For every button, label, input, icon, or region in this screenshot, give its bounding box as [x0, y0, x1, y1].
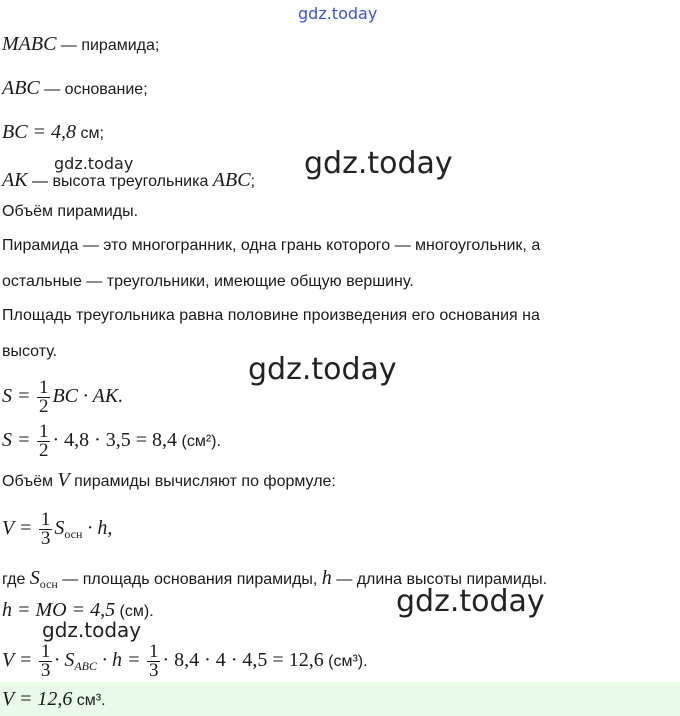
- area-formula: [2, 376, 123, 418]
- given-line-1: [2, 34, 159, 56]
- fraction-denominator: 3: [148, 660, 159, 682]
- area-calc-unit: (см²).: [177, 433, 221, 450]
- where-c: — длина высоты пирамиды.: [331, 571, 548, 588]
- math-s: S: [54, 517, 65, 539]
- math-abc: ABC: [2, 77, 40, 99]
- given-line-2: [2, 78, 148, 100]
- area-formula-rhs: BC · AK.: [52, 385, 124, 407]
- volume-formula: [2, 508, 112, 550]
- where-b: — площадь основания пирамиды,: [57, 571, 322, 588]
- area-calculation: [2, 420, 221, 462]
- area-rule-line-2: высоту.: [2, 343, 58, 360]
- fraction-denominator: 2: [38, 440, 49, 462]
- given-line-4: [2, 170, 255, 192]
- volume-calculation: [2, 640, 368, 682]
- volume-intro-a: Объём: [2, 473, 58, 490]
- volume-intro: [2, 470, 336, 492]
- where-a: где: [2, 571, 30, 588]
- volume-formula-lhs: V =: [2, 517, 33, 539]
- volume-calc-lhs: V =: [2, 649, 33, 671]
- answer-unit: см³.: [72, 692, 106, 709]
- watermark-top: gdz.today: [298, 4, 378, 23]
- watermark-1: gdz.today: [304, 146, 453, 181]
- given-end-4: ;: [250, 173, 256, 190]
- subscript-abc: ABC: [74, 659, 97, 673]
- watermark-5: gdz.today: [42, 618, 142, 642]
- given-line-3: [2, 122, 104, 144]
- fraction-one-third: [147, 643, 161, 680]
- given-text-2: — основание;: [39, 81, 148, 98]
- math-h-mo: h = MO = 4,5: [2, 599, 116, 621]
- given-text-1: — пирамида;: [56, 37, 160, 54]
- height-unit: (см).: [115, 603, 154, 620]
- fraction-numerator: 1: [40, 509, 51, 531]
- fraction-numerator: 1: [38, 377, 49, 399]
- math-h: h: [321, 567, 332, 589]
- area-formula-lhs: S =: [2, 385, 31, 407]
- volume-formula-rhs: · h,: [82, 517, 113, 539]
- math-bc: BC = 4,8: [2, 121, 77, 143]
- math-s-abc: · S: [54, 649, 75, 671]
- math-v: V: [57, 469, 70, 491]
- subscript-osn: осн: [39, 577, 58, 591]
- fraction-numerator: 1: [40, 641, 51, 663]
- definition-line-2: остальные — треугольники, имеющие общую вершину.: [2, 273, 414, 290]
- answer-math: V = 12,6: [2, 688, 73, 710]
- volume-intro-b: пирамиды вычисляют по формуле:: [69, 473, 336, 490]
- watermark-3: gdz.today: [248, 352, 397, 387]
- fraction-one-third: [39, 643, 53, 680]
- fraction-numerator: 1: [38, 421, 49, 443]
- watermark-4: gdz.today: [396, 584, 545, 619]
- math-s: S: [29, 567, 40, 589]
- answer-line: [2, 689, 106, 711]
- where-line: [2, 568, 547, 590]
- watermark-2: gdz.today: [54, 154, 134, 173]
- fraction-one-half: [37, 423, 51, 460]
- subscript-osn: осн: [64, 527, 83, 541]
- volume-calc-unit: (см³).: [323, 653, 368, 670]
- height-line: [2, 600, 154, 622]
- area-calc-rhs: · 4,8 · 3,5 = 8,4: [52, 429, 178, 451]
- fraction-denominator: 2: [38, 396, 49, 418]
- find-line: Объём пирамиды.: [2, 203, 139, 220]
- definition-line-1: Пирамида — это многогранник, одна грань которого — многоугольник, а: [2, 237, 541, 254]
- area-calc-lhs: S =: [2, 429, 31, 451]
- math-ak: AK: [2, 169, 28, 191]
- math-abc-2: ABC: [212, 169, 251, 191]
- volume-calc-rhs: · 8,4 · 4 · 4,5 = 12,6: [162, 649, 324, 671]
- area-rule-line-1: Площадь треугольника равна половине произведения его основания на: [2, 307, 540, 324]
- fraction-one-half: [37, 379, 51, 416]
- fraction-denominator: 3: [40, 660, 51, 682]
- given-text-3: см;: [76, 125, 104, 142]
- fraction-one-third: [39, 511, 53, 548]
- math-mabc: MABC: [2, 33, 57, 55]
- volume-calc-mid: · h =: [96, 649, 141, 671]
- fraction-denominator: 3: [40, 528, 51, 550]
- fraction-numerator: 1: [148, 641, 159, 663]
- given-text-4: — высота треугольника: [27, 173, 213, 190]
